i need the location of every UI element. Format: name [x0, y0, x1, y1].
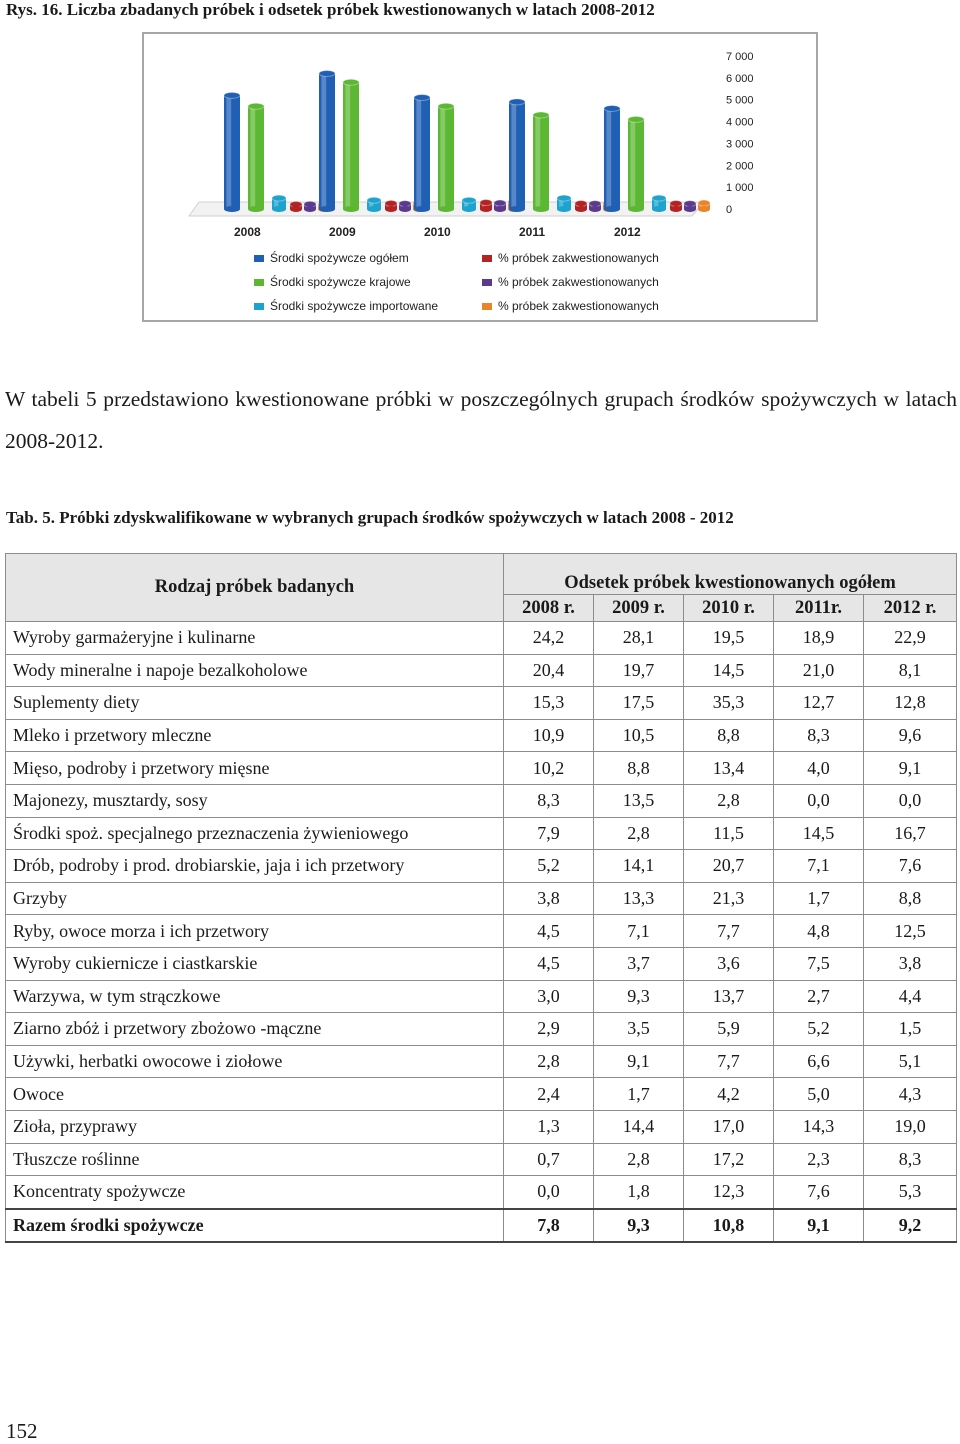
- bar: [414, 95, 430, 212]
- total-value: 9,3: [594, 1209, 684, 1243]
- cell-value: 8,3: [774, 719, 864, 752]
- bar: [319, 70, 335, 212]
- cell-value: 7,6: [774, 1176, 864, 1209]
- bar: [343, 79, 359, 212]
- cell-value: 17,5: [594, 687, 684, 720]
- cell-value: 3,0: [504, 980, 594, 1013]
- cell-value: 35,3: [684, 687, 774, 720]
- bar: [509, 99, 525, 212]
- header-category: Rodzaj próbek badanych: [6, 554, 504, 622]
- table-row: [6, 687, 957, 720]
- row-label: Wody mineralne i napoje bezalkoholowe: [6, 654, 504, 687]
- cell-value: 5,9: [684, 1013, 774, 1046]
- cell-value: 7,1: [594, 915, 684, 948]
- bar-chart: [142, 32, 818, 322]
- cell-value: 5,1: [864, 1045, 957, 1078]
- table-row: [6, 654, 957, 687]
- table-row: [6, 1143, 957, 1176]
- cell-value: 4,8: [774, 915, 864, 948]
- cell-value: 1,3: [504, 1110, 594, 1143]
- total-value: 10,8: [684, 1209, 774, 1243]
- row-label: Zioła, przyprawy: [6, 1110, 504, 1143]
- legend-row: [254, 270, 724, 294]
- cell-value: 4,4: [864, 980, 957, 1013]
- cell-value: 0,0: [774, 784, 864, 817]
- cell-value: 7,9: [504, 817, 594, 850]
- legend-label: % próbek zakwestionowanych: [498, 251, 659, 265]
- cell-value: 3,6: [684, 947, 774, 980]
- cell-value: 9,1: [864, 752, 957, 785]
- y-tick-label: 2 000: [726, 160, 754, 173]
- page-number: 152: [6, 1419, 38, 1443]
- legend-swatch: [254, 303, 264, 310]
- cell-value: 10,2: [504, 752, 594, 785]
- cell-value: 5,2: [504, 850, 594, 883]
- bar: [589, 201, 601, 212]
- cell-value: 4,2: [684, 1078, 774, 1111]
- row-label: Wyroby cukiernicze i ciastkarskie: [6, 947, 504, 980]
- cell-value: 19,0: [864, 1110, 957, 1143]
- cell-value: 7,6: [864, 850, 957, 883]
- bar: [575, 201, 587, 212]
- table-row: [6, 1045, 957, 1078]
- bar: [684, 201, 696, 212]
- cell-value: 0,0: [864, 784, 957, 817]
- legend-swatch: [254, 255, 264, 262]
- bar: [272, 195, 286, 212]
- cell-value: 5,2: [774, 1013, 864, 1046]
- table-row: [6, 915, 957, 948]
- y-tick-label: 0: [726, 204, 733, 216]
- cell-value: 8,8: [684, 719, 774, 752]
- row-label: Ryby, owoce morza i ich przetwory: [6, 915, 504, 948]
- cell-value: 2,4: [504, 1078, 594, 1111]
- row-label: Warzywa, w tym strączkowe: [6, 980, 504, 1013]
- table-row: [6, 1078, 957, 1111]
- bar: [557, 195, 571, 212]
- cell-value: 12,7: [774, 687, 864, 720]
- bar: [385, 200, 397, 212]
- total-label: Razem środki spożywcze: [6, 1209, 504, 1243]
- cell-value: 9,1: [594, 1045, 684, 1078]
- cell-value: 2,7: [774, 980, 864, 1013]
- cell-value: 17,0: [684, 1110, 774, 1143]
- cell-value: 13,3: [594, 882, 684, 915]
- cell-value: 5,0: [774, 1078, 864, 1111]
- legend-item: [254, 299, 482, 313]
- cell-value: 4,0: [774, 752, 864, 785]
- bar: [628, 116, 644, 212]
- cell-value: 8,3: [504, 784, 594, 817]
- cell-value: 8,1: [864, 654, 957, 687]
- header-year: 2010 r.: [684, 595, 774, 622]
- cell-value: 13,4: [684, 752, 774, 785]
- header-year: 2009 r.: [594, 595, 684, 622]
- cell-value: 2,9: [504, 1013, 594, 1046]
- cell-value: 1,8: [594, 1176, 684, 1209]
- x-tick-label: 2012: [614, 225, 641, 239]
- cell-value: 3,8: [504, 882, 594, 915]
- cell-value: 7,1: [774, 850, 864, 883]
- bar: [367, 197, 381, 212]
- cell-value: 19,7: [594, 654, 684, 687]
- cell-value: 10,5: [594, 719, 684, 752]
- row-label: Owoce: [6, 1078, 504, 1111]
- table-row: [6, 719, 957, 752]
- bar: [494, 200, 506, 212]
- bar: [462, 197, 476, 212]
- cell-value: 14,3: [774, 1110, 864, 1143]
- cell-value: 4,5: [504, 947, 594, 980]
- header-year: 2012 r.: [864, 595, 957, 622]
- legend-label: Środki spożywcze krajowe: [270, 275, 411, 289]
- cell-value: 20,4: [504, 654, 594, 687]
- table-row: [6, 622, 957, 655]
- cell-value: 7,7: [684, 1045, 774, 1078]
- cell-value: 22,9: [864, 622, 957, 655]
- cell-value: 28,1: [594, 622, 684, 655]
- cell-value: 2,8: [684, 784, 774, 817]
- legend-item: [254, 251, 482, 265]
- cell-value: 14,4: [594, 1110, 684, 1143]
- cell-value: 19,5: [684, 622, 774, 655]
- cell-value: 8,3: [864, 1143, 957, 1176]
- cell-value: 12,8: [864, 687, 957, 720]
- cell-value: 12,5: [864, 915, 957, 948]
- row-label: Koncentraty spożywcze: [6, 1176, 504, 1209]
- cell-value: 20,7: [684, 850, 774, 883]
- cell-value: 24,2: [504, 622, 594, 655]
- cell-value: 21,3: [684, 882, 774, 915]
- legend-label: % próbek zakwestionowanych: [498, 299, 659, 313]
- data-table: [5, 553, 957, 1243]
- row-label: Używki, herbatki owocowe i ziołowe: [6, 1045, 504, 1078]
- cell-value: 13,5: [594, 784, 684, 817]
- cell-value: 10,9: [504, 719, 594, 752]
- cell-value: 11,5: [684, 817, 774, 850]
- cell-value: 1,5: [864, 1013, 957, 1046]
- table-row: [6, 980, 957, 1013]
- legend-item: [254, 275, 482, 289]
- cell-value: 14,5: [774, 817, 864, 850]
- table-row: [6, 947, 957, 980]
- total-value: 7,8: [504, 1209, 594, 1243]
- total-row: [6, 1209, 957, 1243]
- cell-value: 14,5: [684, 654, 774, 687]
- bar: [304, 201, 316, 212]
- y-tick-label: 5 000: [726, 94, 754, 107]
- x-tick-label: 2009: [329, 225, 356, 239]
- legend-label: % próbek zakwestionowanych: [498, 275, 659, 289]
- cell-value: 0,0: [504, 1176, 594, 1209]
- cell-value: 7,7: [684, 915, 774, 948]
- table-caption: [6, 508, 734, 528]
- row-label: Grzyby: [6, 882, 504, 915]
- bar: [224, 92, 240, 212]
- y-tick-label: 3 000: [726, 138, 754, 151]
- y-tick-label: 7 000: [726, 51, 754, 63]
- legend-item: [482, 251, 710, 265]
- legend-swatch: [482, 279, 492, 286]
- table-row: [6, 1110, 957, 1143]
- cell-value: 3,8: [864, 947, 957, 980]
- cell-value: 14,1: [594, 850, 684, 883]
- cell-value: 1,7: [594, 1078, 684, 1111]
- row-label: Środki spoż. specjalnego przeznaczenia żywieniowego: [6, 817, 504, 850]
- header-year: 2008 r.: [504, 595, 594, 622]
- legend-swatch: [254, 279, 264, 286]
- cell-value: 2,3: [774, 1143, 864, 1176]
- cell-value: 1,7: [774, 882, 864, 915]
- cell-value: 12,3: [684, 1176, 774, 1209]
- total-value: 9,2: [864, 1209, 957, 1243]
- cell-value: 7,5: [774, 947, 864, 980]
- cell-value: 8,8: [594, 752, 684, 785]
- cell-value: 6,6: [774, 1045, 864, 1078]
- table-row: [6, 1013, 957, 1046]
- table-row: [6, 817, 957, 850]
- chart-legend: [254, 246, 724, 318]
- cell-value: 5,3: [864, 1176, 957, 1209]
- bar: [533, 112, 549, 212]
- legend-swatch: [482, 303, 492, 310]
- header-group: Odsetek próbek kwestionowanych ogółem: [504, 554, 957, 595]
- bar: [652, 195, 666, 212]
- row-label: Wyroby garmażeryjne i kulinarne: [6, 622, 504, 655]
- cell-value: 8,8: [864, 882, 957, 915]
- legend-label: Środki spożywcze importowane: [270, 299, 439, 313]
- x-tick-label: 2010: [424, 225, 451, 239]
- table-row: [6, 784, 957, 817]
- y-tick-label: 6 000: [726, 72, 754, 85]
- cell-value: 21,0: [774, 654, 864, 687]
- row-label: Tłuszcze roślinne: [6, 1143, 504, 1176]
- cell-value: 2,8: [594, 1143, 684, 1176]
- bar: [290, 201, 302, 212]
- cell-value: 17,2: [684, 1143, 774, 1176]
- table-row: [6, 850, 957, 883]
- table-row: [6, 752, 957, 785]
- row-label: Suplementy diety: [6, 687, 504, 720]
- cell-value: 13,7: [684, 980, 774, 1013]
- y-tick-label: 4 000: [726, 116, 754, 129]
- row-label: Drób, podroby i prod. drobiarskie, jaja i ich przetwory: [6, 850, 504, 883]
- table-row: [6, 882, 957, 915]
- cell-value: 3,7: [594, 947, 684, 980]
- x-tick-label: 2008: [234, 225, 261, 239]
- row-label: Mleko i przetwory mleczne: [6, 719, 504, 752]
- cell-value: 18,9: [774, 622, 864, 655]
- legend-row: [254, 246, 724, 270]
- bar: [399, 201, 411, 212]
- total-value: 9,1: [774, 1209, 864, 1243]
- table-row: [6, 1176, 957, 1209]
- cell-value: 9,6: [864, 719, 957, 752]
- cell-value: 16,7: [864, 817, 957, 850]
- cell-value: 0,7: [504, 1143, 594, 1176]
- legend-swatch: [482, 255, 492, 262]
- body-paragraph: W tabeli 5 przedstawiono kwestionowane próbki w poszczególnych grupach środków spożywczych w latach 2008-2012.: [5, 387, 957, 453]
- table-caption-text: Próbki zdyskwalifikowane w wybranych grupach środków spożywczych w latach 2008 - 2012: [54, 508, 734, 527]
- bar: [438, 103, 454, 212]
- bar: [480, 200, 492, 212]
- legend-item: [482, 299, 710, 313]
- legend-row: [254, 294, 724, 318]
- cell-value: 4,3: [864, 1078, 957, 1111]
- cell-value: 2,8: [504, 1045, 594, 1078]
- bar: [248, 103, 264, 212]
- figure-caption: Rys. 16. Liczba zbadanych próbek i odsetek próbek kwestionowanych w latach 2008-2012: [6, 0, 655, 19]
- bar: [698, 200, 710, 212]
- cell-value: 3,5: [594, 1013, 684, 1046]
- x-tick-label: 2011: [519, 225, 546, 239]
- bar: [670, 200, 682, 212]
- row-label: Mięso, podroby i przetwory mięsne: [6, 752, 504, 785]
- row-label: Majonezy, musztardy, sosy: [6, 784, 504, 817]
- cell-value: 9,3: [594, 980, 684, 1013]
- legend-label: Środki spożywcze ogółem: [270, 251, 409, 265]
- cell-value: 15,3: [504, 687, 594, 720]
- table-caption-label: Tab. 5.: [6, 508, 55, 527]
- y-tick-label: 1 000: [726, 182, 754, 195]
- cell-value: 2,8: [594, 817, 684, 850]
- bar: [604, 105, 620, 212]
- cell-value: 4,5: [504, 915, 594, 948]
- row-label: Ziarno zbóż i przetwory zbożowo -mączne: [6, 1013, 504, 1046]
- legend-item: [482, 275, 710, 289]
- header-year: 2011r.: [774, 595, 864, 622]
